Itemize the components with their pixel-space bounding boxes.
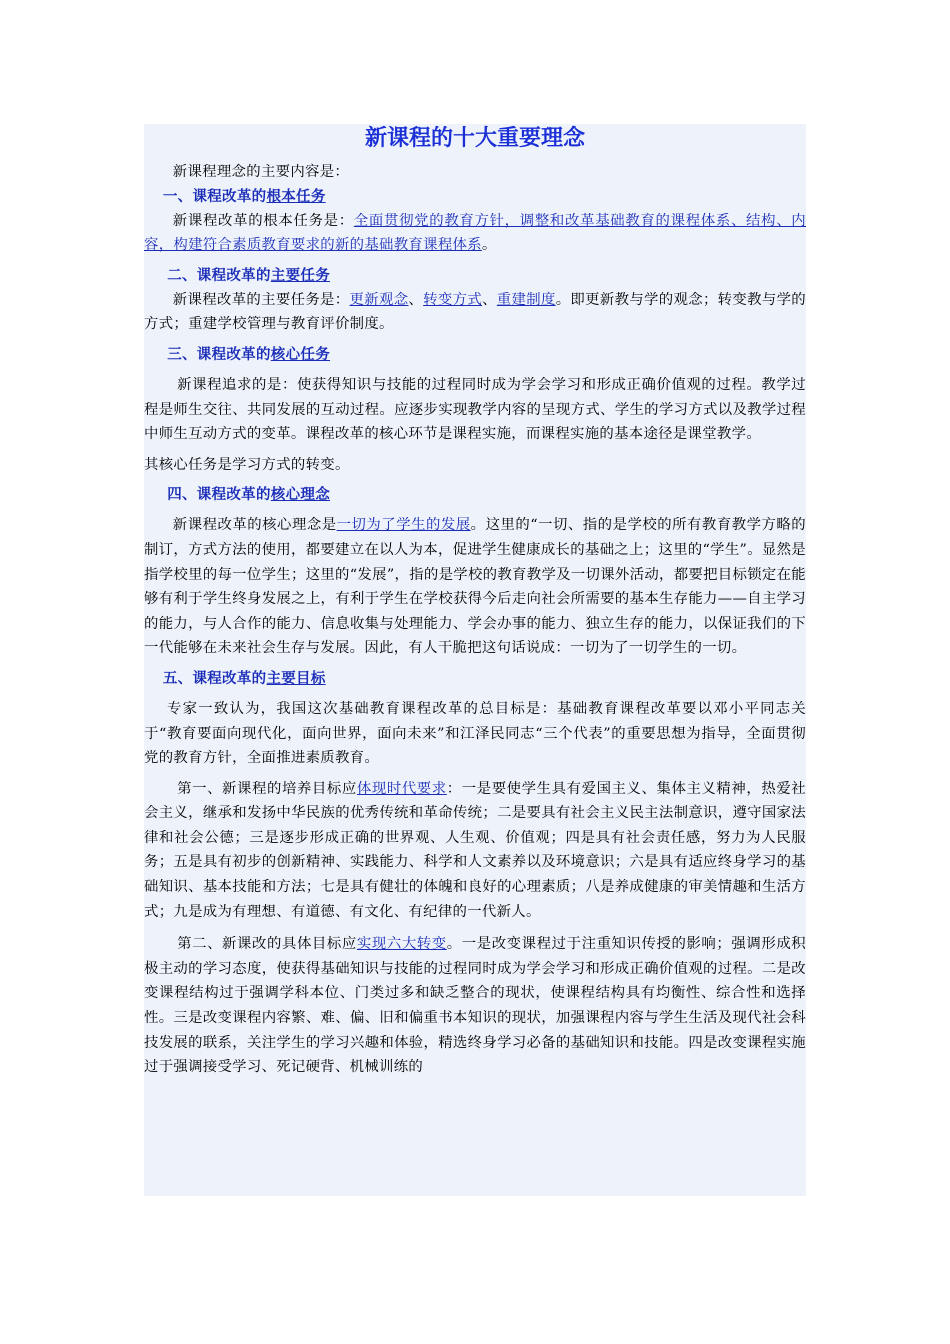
section-2-link-3[interactable]: 重建制度 <box>496 291 556 308</box>
section-1-text: 新课程改革的根本任务是： <box>172 212 354 229</box>
section-5-heading-link[interactable]: 主要目标 <box>266 670 326 687</box>
section-1-link[interactable]: 全面贯彻党的教育方针，调整和改革基础教育的课程体系、结构、内容，构建符合素质教育要求的新的基础教育课程体系 <box>144 212 806 254</box>
section-5-p2-text: 第一、新课程的培养目标应 <box>177 780 357 797</box>
section-4-heading <box>144 483 806 507</box>
section-3-heading-text: 三、课程改革的 <box>167 346 271 363</box>
section-2-sep-2: 、 <box>482 291 497 308</box>
section-5-heading-text: 五、课程改革的 <box>162 670 267 687</box>
section-2-sep-1: 、 <box>408 291 424 308</box>
section-2-link-1[interactable]: 更新观念 <box>349 291 409 308</box>
section-3-heading-link[interactable]: 核心任务 <box>270 346 330 363</box>
section-5-p3-link[interactable]: 实现六大转变 <box>356 936 447 953</box>
intro-paragraph: 新课程理念的主要内容是： <box>172 164 350 180</box>
section-3-paragraph-2: 其核心任务是学习方式的转变。 <box>144 456 350 473</box>
section-5-heading <box>144 667 806 691</box>
section-1-paragraph <box>144 209 806 258</box>
section-1-heading-link[interactable]: 根本任务 <box>266 188 326 205</box>
section-5-p2-text-end: ：一是要使学生具有爱国主义、集体主义精神，热爱社会主义，继承和发扬中华民族的优秀传统和革命传统；二是要具有社会主义民主法制意识，遵守国家法律和社会公德；三是逐步形成正确的世界观、人生观、价值观；四是具有社会责任感，努力为人民服务；五是具有初步的创新精神、实践能力、科学和人文素养以及环境意识；六是具有适应终身学习的基础知识、基本技能和方法；七是具有健壮的体魄和良好的心理素质；八是养成健康的审美情趣和生活方式；九是成为有理想、有道德、有文化、有纪律的一代新人。 <box>144 780 806 920</box>
section-1-heading <box>144 185 806 209</box>
section-2-text: 新课程改革的主要任务是： <box>172 291 350 308</box>
document-page <box>144 124 806 1196</box>
section-5-paragraph-3 <box>144 932 806 1080</box>
section-4-text: 新课程改革的核心理念是 <box>172 517 337 534</box>
section-4-paragraph <box>144 513 806 661</box>
section-4-text-end: 。这里的“一切、指的是学校的所有教育教学方略的制订，方式方法的使用，都要建立在以人为本，促进学生健康成长的基础之上；这里的“学生”。显然是指学校里的每一位学生；这里的“发展”，指的是学校的教育教学及一切课外活动，都要把目标锁定在能够有利于学生终身发展之上，有利于学生在学校获得今后走向社会所需要的基本生存能力——自主学习的能力，与人合作的能力、信息收集与处理能力、学会办事的能力、独立生存的能力，以保证我们的下一代能够在未来社会生存与发展。因此，有人干脆把这句话说成：一切为了一切学生的一切。 <box>144 517 806 657</box>
section-2-text-end: 。即更新教与学的观念；转变教与学的方式；重建学校管理与教育评价制度。 <box>144 291 806 333</box>
section-1-heading-text: 一、课程改革的 <box>162 188 267 205</box>
section-2-heading <box>144 264 806 288</box>
section-4-heading-link[interactable]: 核心理念 <box>270 487 330 504</box>
section-2-heading-text: 二、课程改革的 <box>167 267 271 284</box>
section-2-paragraph <box>144 288 806 337</box>
section-5-p3-text-end: 。一是改变课程过于注重知识传授的影响；强调形成积极主动的学习态度，使获得基础知识与技能的过程同时成为学会学习和形成正确价值观的过程。二是改变课程结构过于强调学科本位、门类过多和缺乏整合的现状，使课程结构具有均衡性、综合性和选择性。三是改变课程内容繁、难、偏、旧和偏重书本知识的现状，加强课程内容与学生生活及现代社会科技发展的联系，关注学生的学习兴趣和体验，精选终身学习必备的基础知识和技能。四是改变课程实施过于强调接受学习、死记硬背、机械训练的 <box>144 936 806 1076</box>
section-5-paragraph-1: 专家一致认为，我国这次基础教育课程改革的总目标是：基础教育课程改革要以邓小平同志关于“教育要面向现代化，面向世界，面向未来”和江泽民同志“三个代表”的重要思想为指导，全面贯彻党的教育方针，全面推进素质教育。 <box>144 700 806 767</box>
section-2-link-2[interactable]: 转变方式 <box>423 291 483 308</box>
section-4-heading-text: 四、课程改革的 <box>167 487 271 504</box>
section-1-text-end: 。 <box>481 237 497 254</box>
section-5-paragraph-2 <box>144 777 806 925</box>
section-5-p3-text: 第二、新课改的具体目标应 <box>177 936 357 953</box>
section-3-paragraph-1: 新课程追求的是：使获得知识与技能的过程同时成为学会学习和形成正确价值观的过程。教学过程是师生交往、共同发展的互动过程。应逐步实现教学内容的呈现方式、学生的学习方式以及教学过程中师生互动方式的变革。课程改革的核心环节是课程实施，而课程实施的基本途径是课堂教学。 <box>144 376 806 443</box>
section-2-heading-link[interactable]: 主要任务 <box>270 267 330 284</box>
section-3-heading <box>144 343 806 367</box>
section-5-p2-link[interactable]: 体现时代要求 <box>356 780 447 797</box>
section-4-link[interactable]: 一切为了学生的发展 <box>336 517 471 534</box>
page-title: 新课程的十大重要理念 <box>364 126 585 151</box>
